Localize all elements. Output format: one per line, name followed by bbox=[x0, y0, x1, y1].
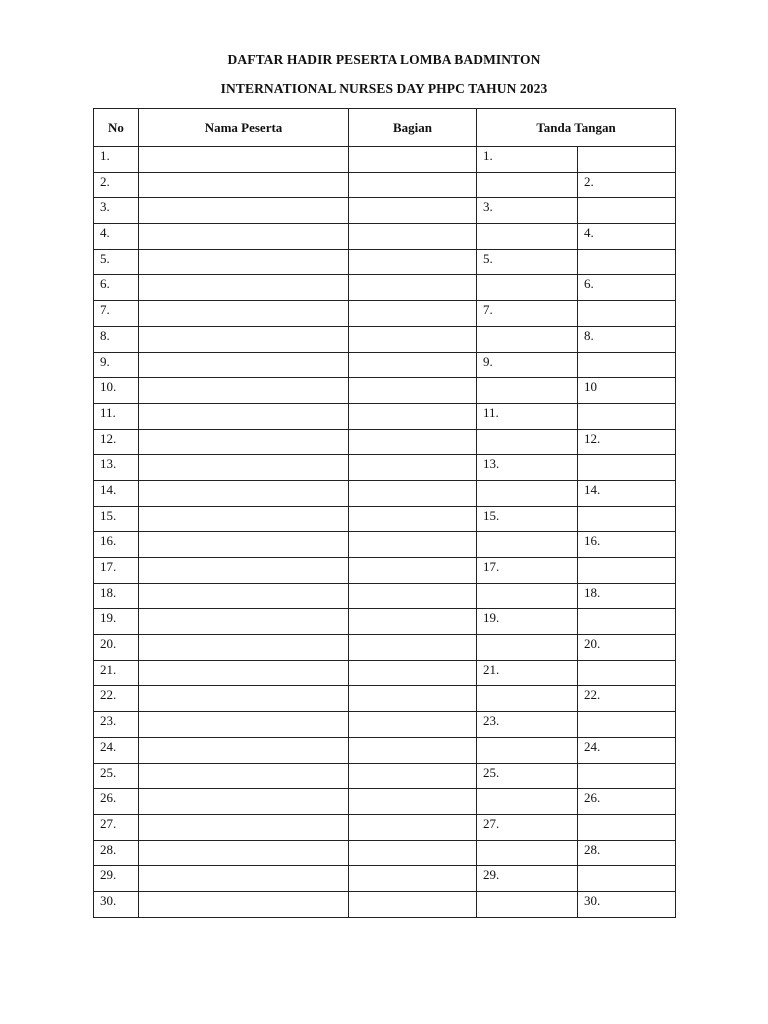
table-row bbox=[94, 224, 676, 250]
signature-right-cell[interactable] bbox=[578, 352, 676, 378]
nama-peserta-cell[interactable] bbox=[139, 224, 349, 250]
table-row bbox=[94, 583, 676, 609]
bagian-cell[interactable] bbox=[349, 840, 477, 866]
nama-peserta-cell[interactable] bbox=[139, 609, 349, 635]
bagian-cell[interactable] bbox=[349, 301, 477, 327]
nama-peserta-cell[interactable] bbox=[139, 660, 349, 686]
signature-right-cell[interactable] bbox=[578, 301, 676, 327]
nama-peserta-cell[interactable] bbox=[139, 275, 349, 301]
nama-peserta-cell[interactable] bbox=[139, 172, 349, 198]
row-number-cell: 7. bbox=[94, 301, 139, 327]
signature-left-cell[interactable]: 11. bbox=[477, 403, 578, 429]
signature-right-cell[interactable]: 2. bbox=[578, 172, 676, 198]
signature-right-cell[interactable] bbox=[578, 866, 676, 892]
signature-left-cell[interactable] bbox=[477, 480, 578, 506]
nama-peserta-cell[interactable] bbox=[139, 455, 349, 481]
table-row bbox=[94, 429, 676, 455]
table-row bbox=[94, 326, 676, 352]
row-number-cell: 28. bbox=[94, 840, 139, 866]
signature-right-cell[interactable]: 26. bbox=[578, 789, 676, 815]
signature-right-cell[interactable]: 8. bbox=[578, 326, 676, 352]
nama-peserta-cell[interactable] bbox=[139, 558, 349, 584]
nama-peserta-cell[interactable] bbox=[139, 866, 349, 892]
bagian-cell[interactable] bbox=[349, 609, 477, 635]
signature-right-cell[interactable]: 24. bbox=[578, 737, 676, 763]
signature-right-cell[interactable]: 12. bbox=[578, 429, 676, 455]
signature-right-cell[interactable] bbox=[578, 506, 676, 532]
table-row bbox=[94, 249, 676, 275]
signature-left-cell[interactable] bbox=[477, 275, 578, 301]
row-number-cell: 4. bbox=[94, 224, 139, 250]
bagian-cell[interactable] bbox=[349, 635, 477, 661]
bagian-cell[interactable] bbox=[349, 352, 477, 378]
nama-peserta-cell[interactable] bbox=[139, 326, 349, 352]
row-number-cell: 1. bbox=[94, 147, 139, 173]
bagian-cell[interactable] bbox=[349, 558, 477, 584]
header-no: No bbox=[94, 109, 139, 147]
bagian-cell[interactable] bbox=[349, 198, 477, 224]
signature-left-cell[interactable] bbox=[477, 686, 578, 712]
signature-right-cell[interactable]: 22. bbox=[578, 686, 676, 712]
table-row bbox=[94, 378, 676, 404]
bagian-cell[interactable] bbox=[349, 506, 477, 532]
row-number-cell: 18. bbox=[94, 583, 139, 609]
table-row bbox=[94, 686, 676, 712]
table-row bbox=[94, 403, 676, 429]
signature-right-cell[interactable] bbox=[578, 403, 676, 429]
bagian-cell[interactable] bbox=[349, 480, 477, 506]
row-number-cell: 5. bbox=[94, 249, 139, 275]
table-row bbox=[94, 301, 676, 327]
nama-peserta-cell[interactable] bbox=[139, 147, 349, 173]
table-row bbox=[94, 712, 676, 738]
row-number-cell: 26. bbox=[94, 789, 139, 815]
table-row bbox=[94, 558, 676, 584]
nama-peserta-cell[interactable] bbox=[139, 737, 349, 763]
row-number-cell: 20. bbox=[94, 635, 139, 661]
table-row bbox=[94, 789, 676, 815]
signature-right-cell[interactable]: 14. bbox=[578, 480, 676, 506]
row-number-cell: 3. bbox=[94, 198, 139, 224]
nama-peserta-cell[interactable] bbox=[139, 763, 349, 789]
table-row bbox=[94, 737, 676, 763]
bagian-cell[interactable] bbox=[349, 147, 477, 173]
nama-peserta-cell[interactable] bbox=[139, 198, 349, 224]
signature-right-cell[interactable]: 18. bbox=[578, 583, 676, 609]
row-number-cell: 23. bbox=[94, 712, 139, 738]
header-nama-peserta: Nama Peserta bbox=[139, 109, 349, 147]
table-row bbox=[94, 455, 676, 481]
attendance-table bbox=[93, 108, 676, 918]
table-row bbox=[94, 840, 676, 866]
signature-left-cell[interactable]: 9. bbox=[477, 352, 578, 378]
signature-right-cell[interactable] bbox=[578, 763, 676, 789]
bagian-cell[interactable] bbox=[349, 224, 477, 250]
nama-peserta-cell[interactable] bbox=[139, 352, 349, 378]
signature-left-cell[interactable]: 25. bbox=[477, 763, 578, 789]
signature-left-cell[interactable]: 5. bbox=[477, 249, 578, 275]
row-number-cell: 15. bbox=[94, 506, 139, 532]
nama-peserta-cell[interactable] bbox=[139, 249, 349, 275]
document-subtitle: INTERNATIONAL NURSES DAY PHPC TAHUN 2023 bbox=[220, 81, 548, 96]
nama-peserta-cell[interactable] bbox=[139, 635, 349, 661]
signature-right-cell[interactable] bbox=[578, 814, 676, 840]
signature-left-cell[interactable]: 13. bbox=[477, 455, 578, 481]
signature-right-cell[interactable]: 28. bbox=[578, 840, 676, 866]
bagian-cell[interactable] bbox=[349, 275, 477, 301]
table-row bbox=[94, 506, 676, 532]
signature-right-cell[interactable] bbox=[578, 609, 676, 635]
table-row bbox=[94, 763, 676, 789]
bagian-cell[interactable] bbox=[349, 814, 477, 840]
bagian-cell[interactable] bbox=[349, 891, 477, 917]
bagian-cell[interactable] bbox=[349, 583, 477, 609]
signature-right-cell[interactable] bbox=[578, 249, 676, 275]
signature-right-cell[interactable] bbox=[578, 558, 676, 584]
table-row bbox=[94, 352, 676, 378]
signature-left-cell[interactable]: 19. bbox=[477, 609, 578, 635]
nama-peserta-cell[interactable] bbox=[139, 891, 349, 917]
signature-right-cell[interactable]: 16. bbox=[578, 532, 676, 558]
signature-right-cell[interactable]: 4. bbox=[578, 224, 676, 250]
row-number-cell: 17. bbox=[94, 558, 139, 584]
nama-peserta-cell[interactable] bbox=[139, 712, 349, 738]
signature-left-cell[interactable] bbox=[477, 326, 578, 352]
nama-peserta-cell[interactable] bbox=[139, 480, 349, 506]
signature-left-cell[interactable]: 15. bbox=[477, 506, 578, 532]
table-row bbox=[94, 198, 676, 224]
nama-peserta-cell[interactable] bbox=[139, 403, 349, 429]
bagian-cell[interactable] bbox=[349, 660, 477, 686]
bagian-cell[interactable] bbox=[349, 686, 477, 712]
signature-left-cell[interactable] bbox=[477, 172, 578, 198]
bagian-cell[interactable] bbox=[349, 532, 477, 558]
signature-right-cell[interactable] bbox=[578, 147, 676, 173]
signature-left-cell[interactable]: 3. bbox=[477, 198, 578, 224]
table-row bbox=[94, 814, 676, 840]
nama-peserta-cell[interactable] bbox=[139, 583, 349, 609]
bagian-cell[interactable] bbox=[349, 737, 477, 763]
row-number-cell: 24. bbox=[94, 737, 139, 763]
bagian-cell[interactable] bbox=[349, 712, 477, 738]
bagian-cell[interactable] bbox=[349, 866, 477, 892]
table-row bbox=[94, 866, 676, 892]
table-header-row bbox=[94, 109, 676, 147]
row-number-cell: 16. bbox=[94, 532, 139, 558]
header-tanda-tangan: Tanda Tangan bbox=[477, 109, 676, 147]
nama-peserta-cell[interactable] bbox=[139, 429, 349, 455]
row-number-cell: 8. bbox=[94, 326, 139, 352]
nama-peserta-cell[interactable] bbox=[139, 814, 349, 840]
signature-left-cell[interactable]: 21. bbox=[477, 660, 578, 686]
row-number-cell: 29. bbox=[94, 866, 139, 892]
bagian-cell[interactable] bbox=[349, 789, 477, 815]
table-row bbox=[94, 480, 676, 506]
signature-left-cell[interactable] bbox=[477, 635, 578, 661]
table-row bbox=[94, 660, 676, 686]
signature-left-cell[interactable]: 23. bbox=[477, 712, 578, 738]
signature-left-cell[interactable] bbox=[477, 429, 578, 455]
nama-peserta-cell[interactable] bbox=[139, 840, 349, 866]
signature-left-cell[interactable]: 1. bbox=[477, 147, 578, 173]
nama-peserta-cell[interactable] bbox=[139, 532, 349, 558]
bagian-cell[interactable] bbox=[349, 326, 477, 352]
bagian-cell[interactable] bbox=[349, 172, 477, 198]
row-number-cell: 10. bbox=[94, 378, 139, 404]
signature-right-cell[interactable] bbox=[578, 712, 676, 738]
table-row bbox=[94, 532, 676, 558]
nama-peserta-cell[interactable] bbox=[139, 686, 349, 712]
signature-right-cell[interactable]: 10 bbox=[578, 378, 676, 404]
table-row bbox=[94, 891, 676, 917]
signature-left-cell[interactable] bbox=[477, 789, 578, 815]
nama-peserta-cell[interactable] bbox=[139, 506, 349, 532]
signature-right-cell[interactable] bbox=[578, 660, 676, 686]
signature-right-cell[interactable] bbox=[578, 455, 676, 481]
table-row bbox=[94, 275, 676, 301]
signature-right-cell[interactable]: 6. bbox=[578, 275, 676, 301]
document-title: DAFTAR HADIR PESERTA LOMBA BADMINTON bbox=[227, 52, 541, 67]
row-number-cell: 25. bbox=[94, 763, 139, 789]
signature-left-cell[interactable] bbox=[477, 891, 578, 917]
signature-left-cell[interactable] bbox=[477, 583, 578, 609]
signature-left-cell[interactable] bbox=[477, 532, 578, 558]
table-row bbox=[94, 172, 676, 198]
nama-peserta-cell[interactable] bbox=[139, 301, 349, 327]
signature-left-cell[interactable]: 27. bbox=[477, 814, 578, 840]
row-number-cell: 6. bbox=[94, 275, 139, 301]
bagian-cell[interactable] bbox=[349, 763, 477, 789]
row-number-cell: 13. bbox=[94, 455, 139, 481]
row-number-cell: 11. bbox=[94, 403, 139, 429]
row-number-cell: 22. bbox=[94, 686, 139, 712]
row-number-cell: 30. bbox=[94, 891, 139, 917]
table-row bbox=[94, 635, 676, 661]
row-number-cell: 9. bbox=[94, 352, 139, 378]
table-row bbox=[94, 609, 676, 635]
header-bagian: Bagian bbox=[349, 109, 477, 147]
row-number-cell: 12. bbox=[94, 429, 139, 455]
signature-left-cell[interactable] bbox=[477, 224, 578, 250]
signature-left-cell[interactable] bbox=[477, 378, 578, 404]
nama-peserta-cell[interactable] bbox=[139, 789, 349, 815]
signature-right-cell[interactable] bbox=[578, 198, 676, 224]
signature-right-cell[interactable]: 30. bbox=[578, 891, 676, 917]
row-number-cell: 27. bbox=[94, 814, 139, 840]
bagian-cell[interactable] bbox=[349, 429, 477, 455]
row-number-cell: 19. bbox=[94, 609, 139, 635]
signature-left-cell[interactable]: 7. bbox=[477, 301, 578, 327]
signature-left-cell[interactable]: 29. bbox=[477, 866, 578, 892]
row-number-cell: 21. bbox=[94, 660, 139, 686]
bagian-cell[interactable] bbox=[349, 455, 477, 481]
signature-right-cell[interactable]: 20. bbox=[578, 635, 676, 661]
bagian-cell[interactable] bbox=[349, 249, 477, 275]
signature-left-cell[interactable] bbox=[477, 737, 578, 763]
bagian-cell[interactable] bbox=[349, 378, 477, 404]
row-number-cell: 2. bbox=[94, 172, 139, 198]
row-number-cell: 14. bbox=[94, 480, 139, 506]
signature-left-cell[interactable] bbox=[477, 840, 578, 866]
signature-left-cell[interactable]: 17. bbox=[477, 558, 578, 584]
nama-peserta-cell[interactable] bbox=[139, 378, 349, 404]
table-row bbox=[94, 147, 676, 173]
bagian-cell[interactable] bbox=[349, 403, 477, 429]
